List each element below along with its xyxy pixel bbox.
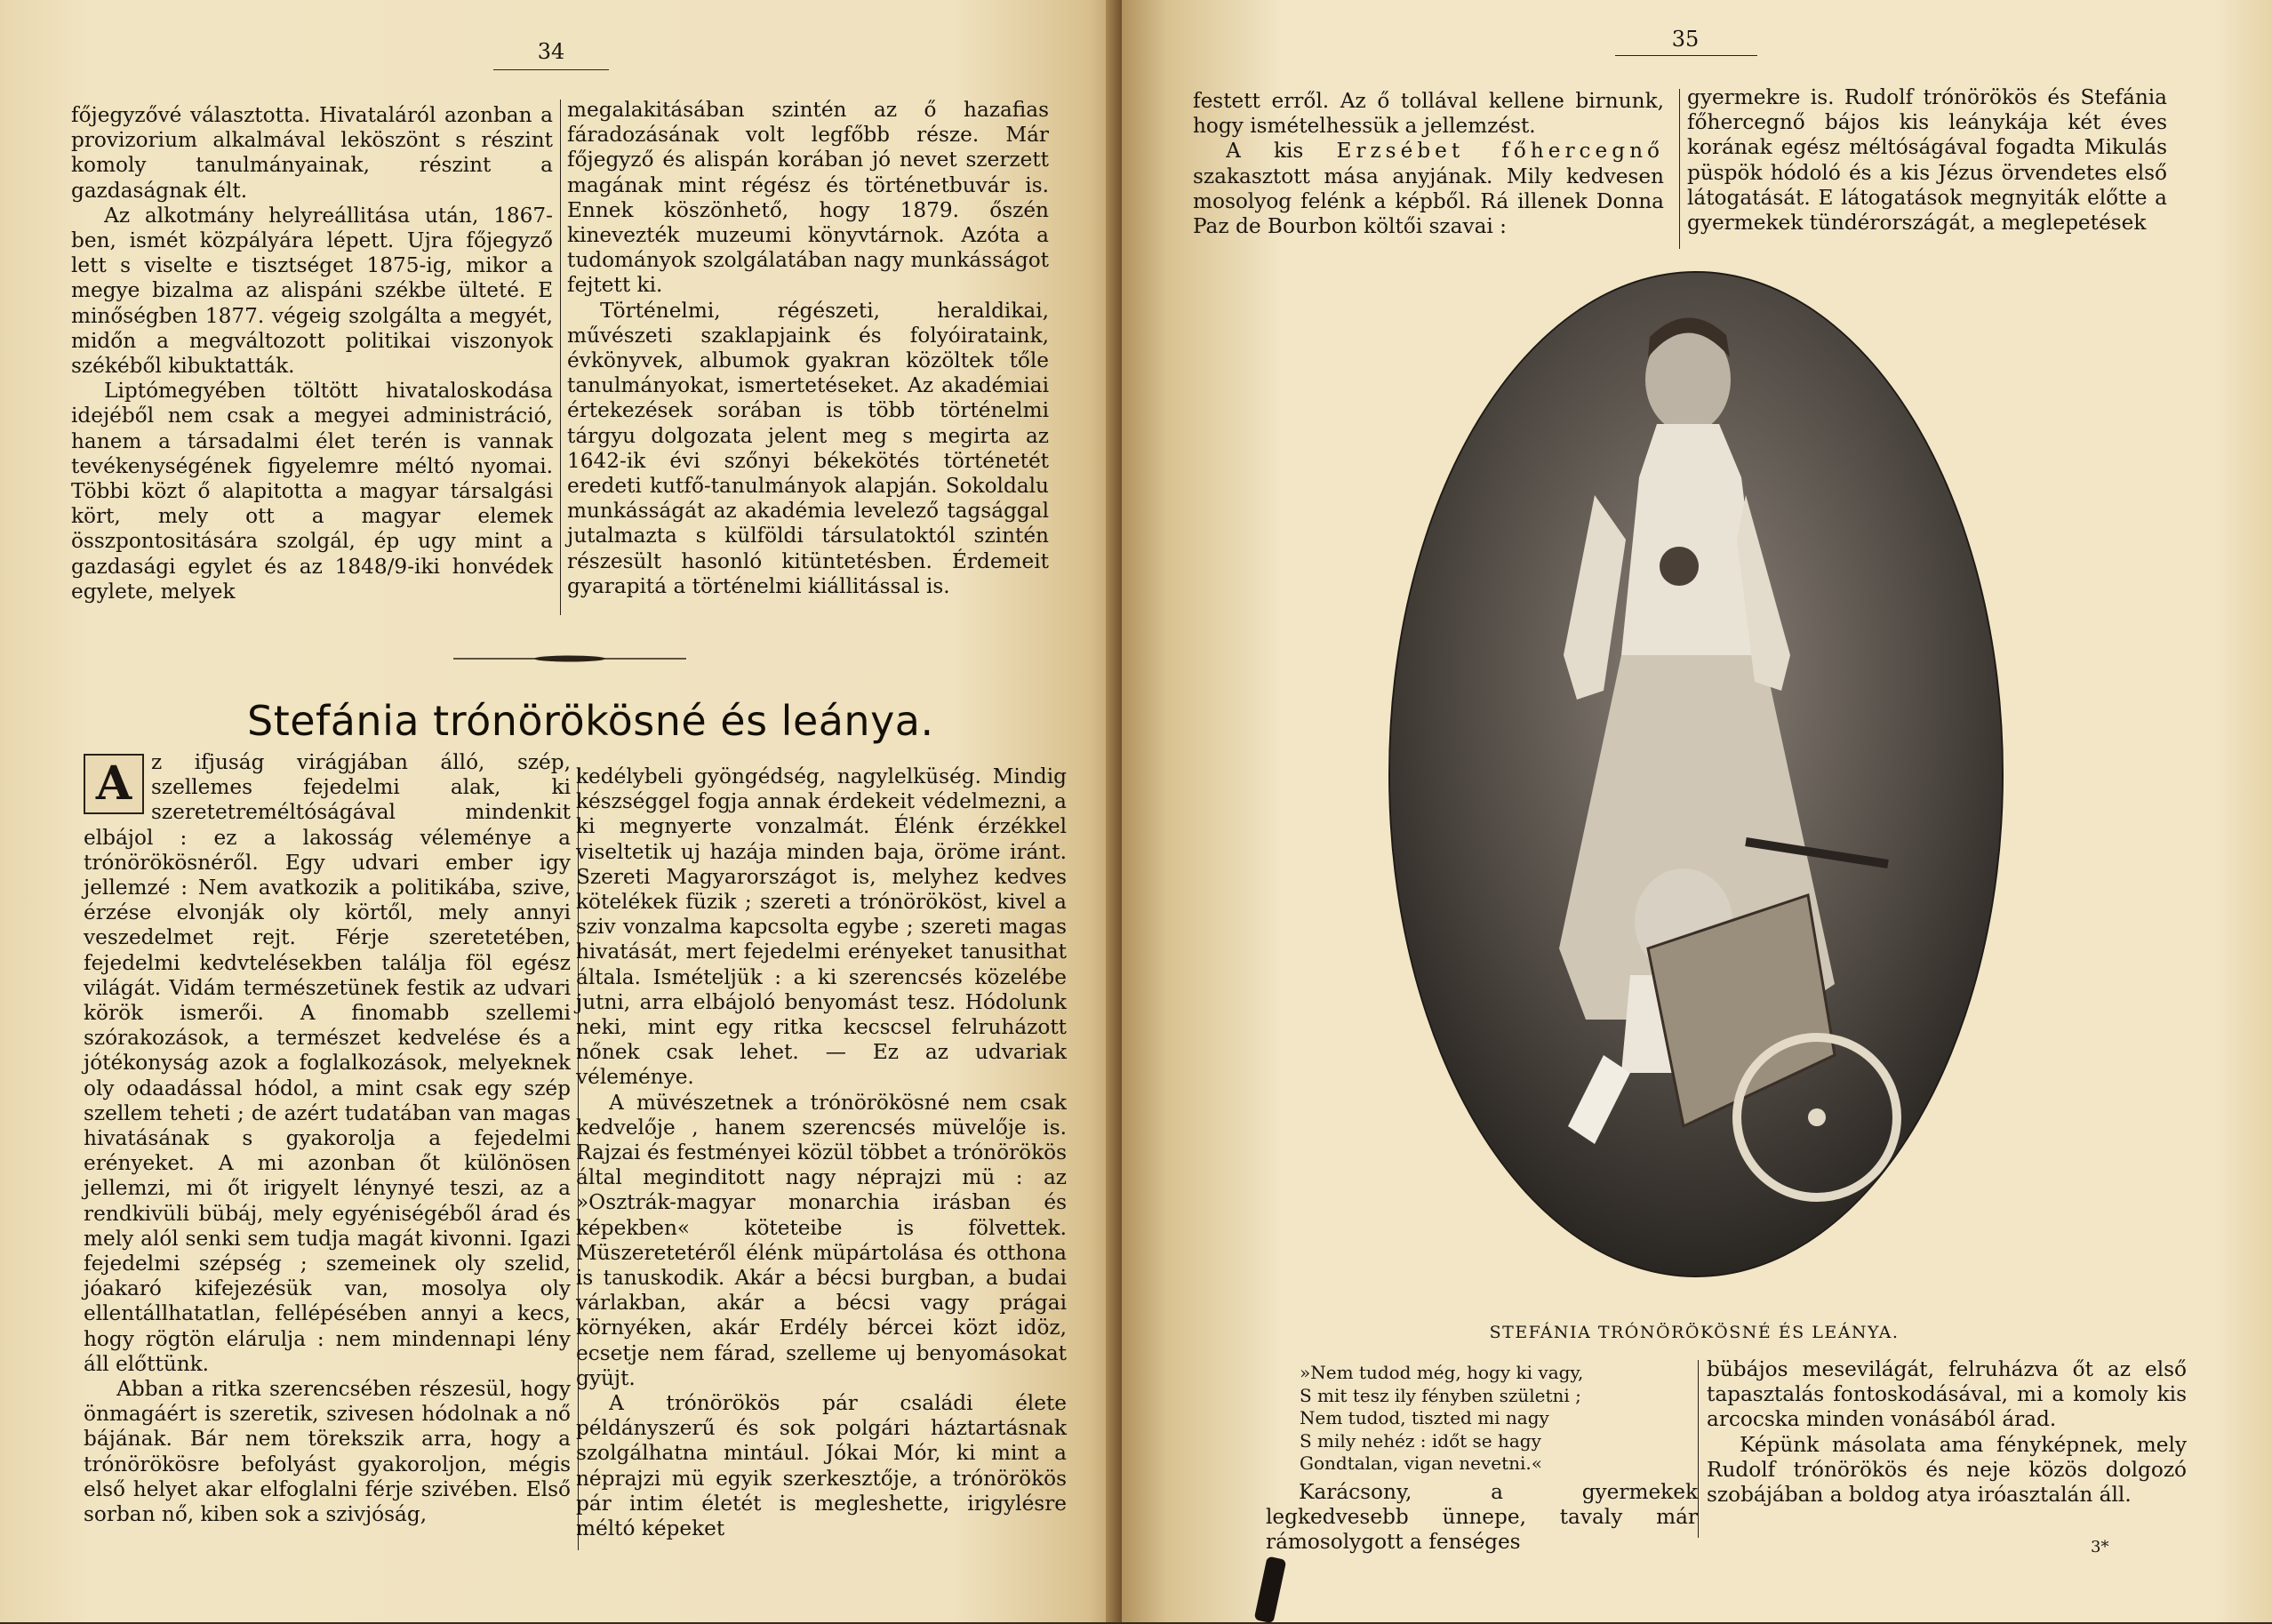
poem-line: Nem tudod, tiszted mi nagy <box>1300 1407 1549 1428</box>
poem-line: Gondtalan, vigan nevetni.« <box>1300 1452 1542 1474</box>
paragraph <box>1193 139 1664 239</box>
text-run: A kis <box>1226 139 1304 164</box>
poem-line: »Nem tudod még, hogy ki vagy, <box>1300 1362 1584 1383</box>
paragraph: festett erről. Az ő tollával kellene birnunk, hogy ismételhessük a jellemzést. <box>1193 89 1664 139</box>
page-number: 35 <box>1671 27 1700 52</box>
poem <box>1300 1362 1691 1476</box>
left-page <box>0 0 1122 1622</box>
column-2 <box>567 98 1049 599</box>
page-number-rule <box>493 69 609 70</box>
portrait-illustration <box>1390 273 2002 1276</box>
column-1-bottom <box>1266 1480 1698 1556</box>
column-2-bottom <box>1707 1357 2187 1508</box>
page-number: 34 <box>537 39 565 64</box>
column-divider <box>1698 1360 1699 1538</box>
paragraph: kedélybeli gyöngédség, nagylelküség. Mindig készséggel fogja annak érdekeit védelmezni, a ki megnyerte vonzalmát. Élénk érzékkel viseltetik uj hazája minden baja, öröme iránt. Szereti Magyarországot is, melyhez kedves kötelékek füzik ; szereti a trónörököst, kivel a sziv vonzalma kapcsolta egybe ; szereti magas hivatását, mert fejedelmi erényeket tanusithat általa. Ismételjük : a ki szerencsés közelébe jutni, arra elbájoló benyomást tesz. Hódolunk neki, mint egy ritka kecscsel felruházott nőnek csak lehet. — Ez az udvariak véleménye. <box>576 764 1067 1090</box>
paragraph: bübájos mesevilágát, felruházva őt az első tapasztalás fontoskodásával, mi a komoly kis arcocska minden vonásából árad. <box>1707 1357 2187 1432</box>
column-divider <box>560 100 561 615</box>
ornament-divider <box>453 649 686 656</box>
paragraph: Liptómegyében töltött hivataloskodása idejéből nem csak a megyei administráció, hanem a társadalmi élet terén is vannak tevékenységének figyelemre méltó nyomai. Többi közt ő alapitotta a magyar társalgási kört, mely ott a magyar elemek összpontositására szolgál, ép ugy mint a gazdasági egylet és az 1848/9-iki honvédek egylete, melyek <box>71 379 553 604</box>
paragraph: Karácsony, a gyermekek legkedvesebb ünnepe, tavaly már rámosolygott a fenséges <box>1266 1480 1698 1555</box>
paragraph: A müvészetnek a trónörökösné nem csak kedvelője , hanem szerencsés müvelője is. Rajzai és festményei közül többet a trónörökös által meginditott nagy néprajzi mü : az »Osztrák-magyar monarchia irásban és képekben« köteteibe is fölvettek. Müszeretetéről élénk müpártolása és otthona is tanuskodik. Akár a bécsi burgban, a budai várlakban, akár a bécsi vagy prágai környéken, akár Erdély bércei közt idöz, ecsetje nem fárad, szelleme uj benyomásokat gyüjt. <box>576 1090 1067 1390</box>
poem-line: S mily nehéz : időt se hagy <box>1300 1429 1541 1452</box>
paragraph: Képünk másolata ama fényképnek, mely Rudolf trónörökös és neje közös dolgozó szobájában a boldog atya iróasztalán áll. <box>1707 1432 2187 1508</box>
portrait-engraving <box>1388 271 2004 1277</box>
name-spaced: Erzsébet főhercegnő <box>1336 139 1664 164</box>
paragraph: Abban a ritka szerencsében részesül, hogy önmagáért is szeretik, szivesen hódolnak a nő bájának. Bár nem törekszik arra, hogy a trónörökösre befolyást gyakoroljon, mégis első helyet akar elfoglalni férje szivében. Első sorban nő, kiben sok a szivjóság, <box>84 1377 571 1527</box>
paragraph: gyermekre is. Rudolf trónörökös és Stefánia főhercegnő bájos kis leánykája két éves korának egész méltóságával fogadta Mikulás püspök hódoló és a kis Jézus örvendetes első látogatását. E látogatások megnyiták előtte a gyermekek tündérországát, a meglepetések <box>1687 85 2167 236</box>
column-3 <box>84 750 571 1527</box>
column-2 <box>1687 85 2167 236</box>
page-number-rule <box>1615 55 1757 56</box>
article-title: Stefánia trónörökösné és leánya. <box>247 697 934 745</box>
paragraph: megalakitásában szintén az ő hazafias fáradozásának volt legfőbb része. Már főjegyző és alispán korában jó nevet szerzett magának mint régész és történetbuvár is. Ennek köszönhető, hogy 1879. őszén kinevezték muzeumi könyvtárnok. Azóta a tudományok szolgálatában nagy munkásságot fejtett ki. <box>567 98 1049 298</box>
paragraph-text: z ifjuság virágjában álló, szép, szellemes fejedelmi alak, ki szeretetreméltóságával mindenkit elbájol : ez a lakosság véleménye a trónörökösnéről. Egy udvari ember igy jellemzé : Nem avatkozik a politikába, szive, érzése elvonják oly körtől, mely annyi veszedelmet rejt. Férje szeretetében, fejedelmi kedvtelésekben találja föl egész világát. Vidám természetünek festik az udvari körök ismerői. A finomabb szellemi szórakozások, a természet kedvelése és a jótékonyság azok a foglalkozások, melyeknek oly odaadással hódol, a mint csak egy szép szellem teheti ; de azért tudatában van magas hivatásának s gyakorolja a fejedelmi erényeket. A mi azonban őt különösen jellemzi, mi őt irigyelt lénynyé teszi, az a rendkivüli bübáj, mely egyéniségéből árad és mely alól senki sem tudja magát kivonni. Igazi fejedelmi szépség ; szemeinek oly szelid, jóakaró kifejezésük van, mosolya oly ellentállhatatlan, fellépésében annyi a kecs, hogy rögtön elárulja : nem mindennapi lény áll előttünk. <box>84 750 571 1376</box>
column-1 <box>1193 89 1664 239</box>
column-divider <box>1679 89 1680 249</box>
paragraph: Történelmi, régészeti, heraldikai, művészeti szaklapjaink és folyóirataink, évkönyvek, albumok gyakran közöltek tőle tanulmányokat, ismertetéseket. Az akadémiai értekezések sorában is több történelmi tárgyu dolgozata jelent meg s megirta az 1642-ik évi szőnyi békekötés történetét eredeti kutfő-tanulmányok alapján. Sokoldalu munkásságát az akadémia levelező tagsággal jutalmazta s külföldi társulatoktól szintén részesült hasonló kitüntetésben. Érdemeit gyarapitá a történelmi kiállitással is. <box>567 298 1049 598</box>
column-4 <box>576 764 1067 1541</box>
drop-cap: A <box>84 754 144 814</box>
column-1 <box>71 103 553 604</box>
paragraph <box>84 750 571 1377</box>
paragraph: A trónörökös pár családi élete példányszerű és sok polgári háztartásnak szolgálhatna mintául. Jókai Mór, ki mint a néprajzi mü egyik szerkesztője, a trónörökös pár intim életét is megleshette, irigylésre méltó képeket <box>576 1391 1067 1541</box>
paragraph: Az alkotmány helyreállitása után, 1867-ben, ismét közpályára lépett. Ujra főjegyző lett s viselte e tisztséget 1875-ig, mikor a megye bizalma az alispáni székbe ülteté. E minőségben 1877. végeig szolgálta a megyét, midőn a megváltozott politikai viszonyok székéből kibuktatták. <box>71 203 553 379</box>
figure-caption: STEFÁNIA TRÓNÖRÖKÖSNÉ ÉS LEÁNYA. <box>1489 1323 1900 1342</box>
text-run: szakasztott mása anyjának. Mily kedvesen mosolyog felénk a képből. Rá illenek Donna Paz de Bourbon költői szavai : <box>1193 164 1664 239</box>
poem-line: S mit tesz ily fényben születni ; <box>1300 1384 1581 1406</box>
paragraph: főjegyzővé választotta. Hivataláról azonban a provizorium alkalmával leköszönt s részint komoly tanulmányainak, részint a gazdaságnak élt. <box>71 103 553 203</box>
signature-mark: 3* <box>2091 1538 2109 1556</box>
